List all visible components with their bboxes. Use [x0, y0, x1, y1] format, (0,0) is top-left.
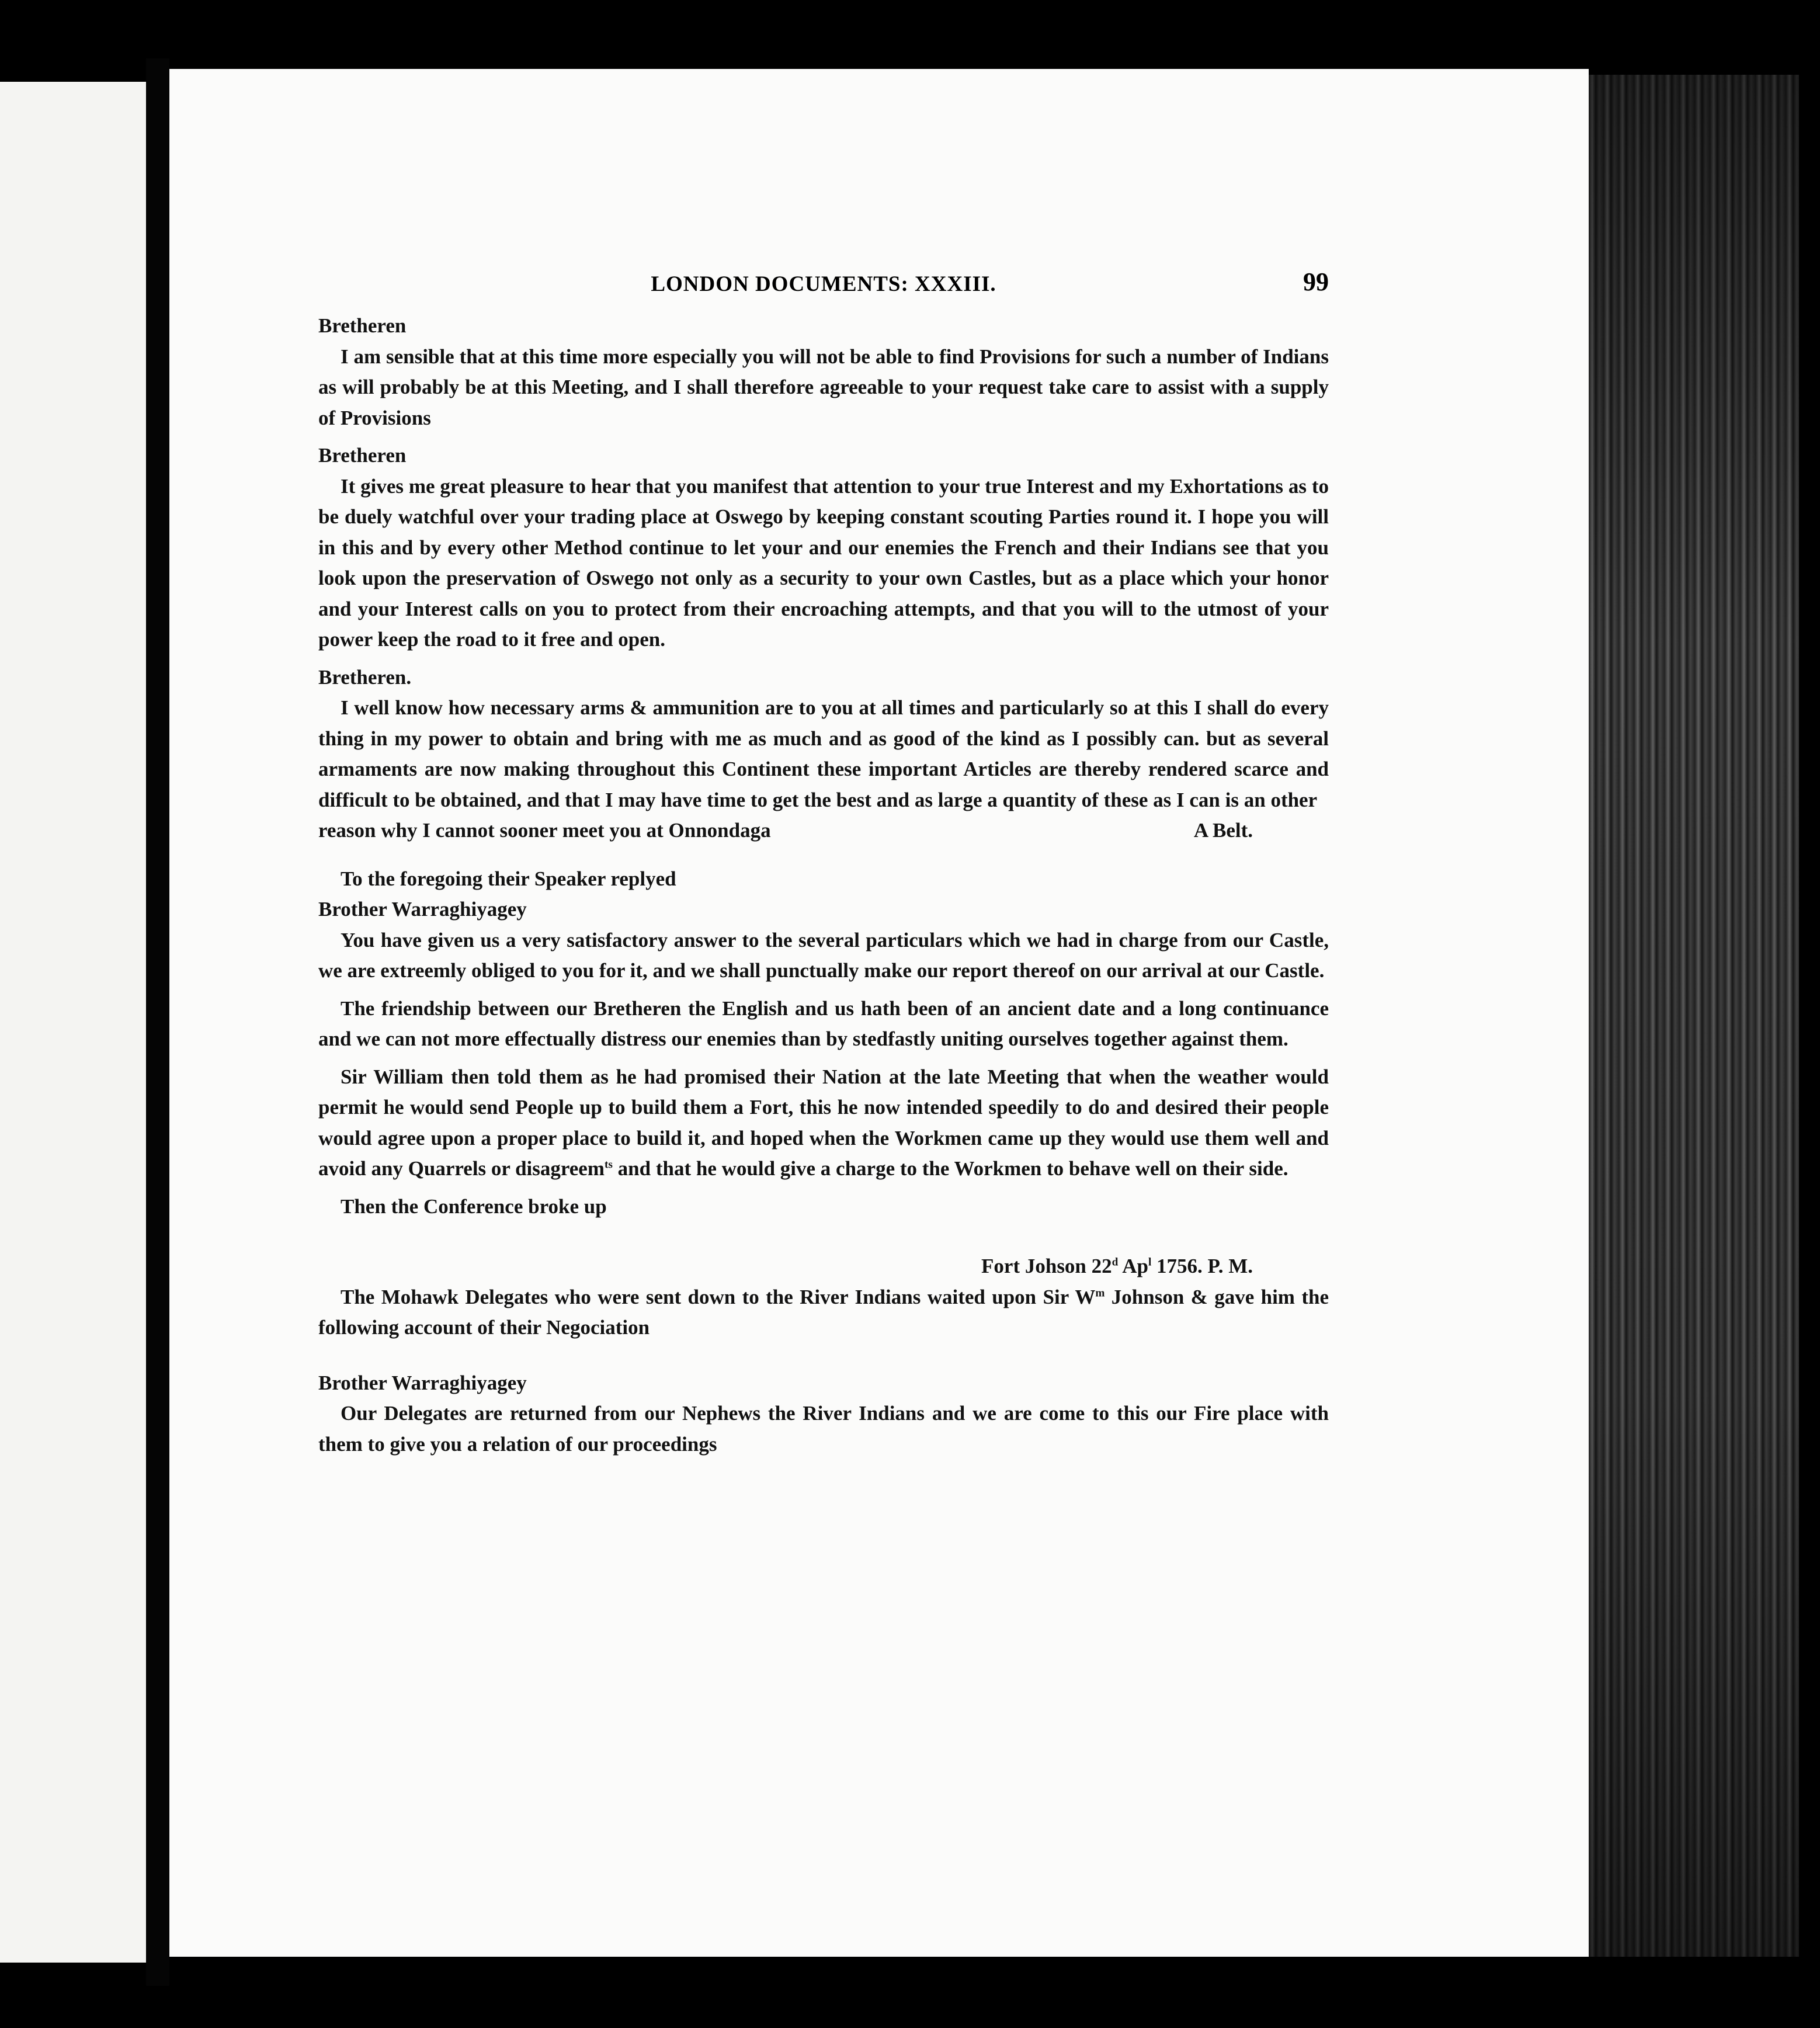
- final-paragraph: Our Delegates are returned from our Nephews the River Indians and we are come to this our Fire place with them to give you a relation of our proceedings: [318, 1402, 1329, 1456]
- paragraph-arms-last-line: reason why I cannot sooner meet you at Onnondaga: [318, 819, 771, 842]
- salutation-1: Bretheren: [318, 314, 407, 337]
- mohawk-paragraph: [318, 1282, 1329, 1343]
- reply-paragraph-3-rest: and that he would give a charge to the Workmen to behave well on their side.: [612, 1157, 1288, 1180]
- dateline-prefix: Fort Johson 22: [981, 1255, 1112, 1277]
- reply-paragraph-3: [318, 1062, 1329, 1185]
- paragraph-provisions: I am sensible that at this time more especially you will not be able to find Provisions for such a number of Indians as will probably be at this Meeting, and I shall therefore agreeable to your request take care to assist with a supply of Provisions: [318, 345, 1329, 429]
- document-body: [318, 311, 1329, 1467]
- reply-salutation: Brother Warraghiyagey: [318, 898, 527, 921]
- running-head: [318, 268, 1329, 307]
- facing-page-edge: [0, 82, 146, 1963]
- reply-paragraph-1: You have given us a very satisfactory answer to the several particulars which we had in charge from our Castle, we are extreemly obliged to you for it, and we shall punctually make our report thereof on our arrival at our Castle.: [318, 928, 1329, 982]
- page-number: 99: [1303, 268, 1329, 296]
- mohawk-superscript: m: [1095, 1286, 1105, 1299]
- final-salutation: Brother Warraghiyagey: [318, 1371, 527, 1394]
- belt-line: [318, 815, 1329, 846]
- paragraph-arms: I well know how necessary arms & ammunition are to you at all times and particularly so at this I shall do every thing in my power to obtain and bring with me as much and as good of the kind as I possibly can. but as several armaments are now making throughout this Continent these important Articles are thereby rendered scarce and difficult to be obtained, and that I may have time to get the best and as large a quantity of these as I can is an other: [318, 696, 1329, 811]
- mohawk-paragraph-rest: Johnson & gave him the following account of their Negociation: [318, 1285, 1329, 1339]
- dateline-day-sup: d: [1112, 1256, 1119, 1269]
- dateline-month: Ap: [1118, 1255, 1148, 1277]
- belt-tag: A Belt.: [1193, 819, 1253, 842]
- reply-intro: To the foregoing their Speaker replyed: [341, 867, 676, 890]
- salutation-2: Bretheren: [318, 444, 407, 467]
- mohawk-paragraph-text: The Mohawk Delegates who were sent down to the River Indians waited upon Sir W: [341, 1285, 1096, 1308]
- paragraph-oswego: It gives me great pleasure to hear that you manifest that attention to your true Interest and my Exhortations as to be duely watchful over your trading place at Oswego by keeping constant scouting Parties round it. I hope you will in this and by every other Method continue to let your and our enemies the French and their Indians see that you look upon the preservation of Oswego not only as a security to your own Castles, but as a place which your honor and your Interest calls on you to protect from their encroaching attempts, and that you will to the utmost of your power keep the road to it free and open.: [318, 474, 1329, 651]
- dateline: [318, 1251, 1329, 1282]
- dateline-suffix: 1756. P. M.: [1151, 1255, 1253, 1277]
- conference-ended: Then the Conference broke up: [341, 1194, 607, 1218]
- book-gutter: [146, 58, 169, 1986]
- page-stack-edge: [1589, 75, 1799, 1957]
- dateline-month-sup: l: [1148, 1256, 1152, 1269]
- salutation-3: Bretheren.: [318, 665, 412, 689]
- reply-paragraph-3-text: Sir William then told them as he had promised their Nation at the late Meeting that when the weather would permit he would send People up to build them a Fort, this he now intended speedily to do and desired their people would agree upon a proper place to build it, and hoped when the Workmen came up they would use them well and avoid any Quarrels or disagreem: [318, 1065, 1329, 1180]
- running-head-title: LONDON DOCUMENTS: XXXIII.: [651, 272, 996, 296]
- disagreem-superscript: ts: [605, 1158, 613, 1171]
- reply-paragraph-2: The friendship between our Bretheren the English and us hath been of an ancient date and a long continuance and we can not more effectually distress our enemies than by stedfastly uniting ourselves together against them.: [318, 996, 1329, 1050]
